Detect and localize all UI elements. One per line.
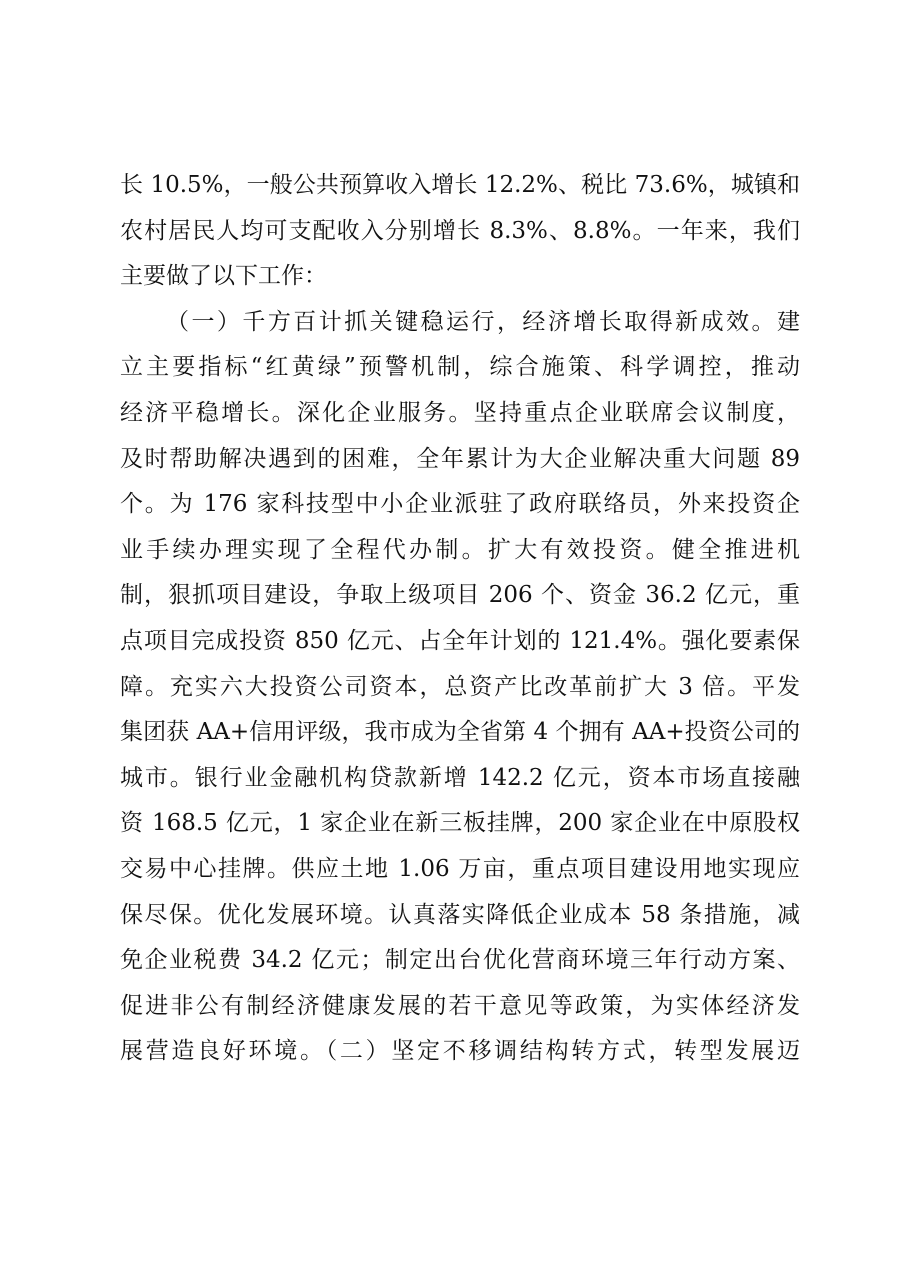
body-text bbox=[120, 163, 800, 1075]
text-line: 立主要指标“红黄绿”预警机制，综合施策、科学调控，推动 bbox=[120, 354, 800, 381]
text-line: 展营造良好环境。（二）坚定不移调结构转方式，转型发展迈 bbox=[120, 1038, 800, 1065]
text-line: （一）千方百计抓关键稳运行，经济增长取得新成效。建 bbox=[166, 308, 800, 335]
text-line: 促进非公有制经济健康发展的若干意见等政策，为实体经济发 bbox=[120, 992, 800, 1019]
text-line: 主要做了以下工作： bbox=[120, 263, 327, 290]
text-line: 交易中心挂牌。供应土地 1.06 万亩，重点项目建设用地实现应 bbox=[120, 855, 800, 882]
text-line: 及时帮助解决遇到的困难，全年累计为大企业解决重大问题 89 bbox=[120, 445, 800, 472]
text-line: 集团获 AA+信用评级，我市成为全省第 4 个拥有 AA+投资公司的 bbox=[120, 719, 800, 746]
text-line: 制，狠抓项目建设，争取上级项目 206 个、资金 36.2 亿元，重 bbox=[120, 582, 800, 609]
text-line: 点项目完成投资 850 亿元、占全年计划的 121.4%。强化要素保 bbox=[120, 627, 800, 654]
text-line: 保尽保。优化发展环境。认真落实降低企业成本 58 条措施，减 bbox=[120, 901, 800, 928]
text-line: 业手续办理实现了全程代办制。扩大有效投资。健全推进机 bbox=[120, 536, 800, 563]
text-line: 免企业税费 34.2 亿元；制定出台优化营商环境三年行动方案、 bbox=[120, 947, 800, 974]
text-line: 障。充实六大投资公司资本，总资产比改革前扩大 3 倍。平发 bbox=[120, 673, 800, 700]
text-line: 个。为 176 家科技型中小企业派驻了政府联络员，外来投资企 bbox=[120, 491, 800, 518]
text-line: 资 168.5 亿元，1 家企业在新三板挂牌，200 家企业在中原股权 bbox=[120, 810, 800, 837]
text-line: 农村居民人均可支配收入分别增长 8.3%、8.8%。一年来，我们 bbox=[120, 217, 800, 244]
text-line: 城市。银行业金融机构贷款新增 142.2 亿元，资本市场直接融 bbox=[120, 764, 800, 791]
text-line: 经济平稳增长。深化企业服务。坚持重点企业联席会议制度， bbox=[120, 399, 800, 426]
text-line: 长 10.5%，一般公共预算收入增长 12.2%、税比 73.6%，城镇和 bbox=[120, 172, 800, 198]
